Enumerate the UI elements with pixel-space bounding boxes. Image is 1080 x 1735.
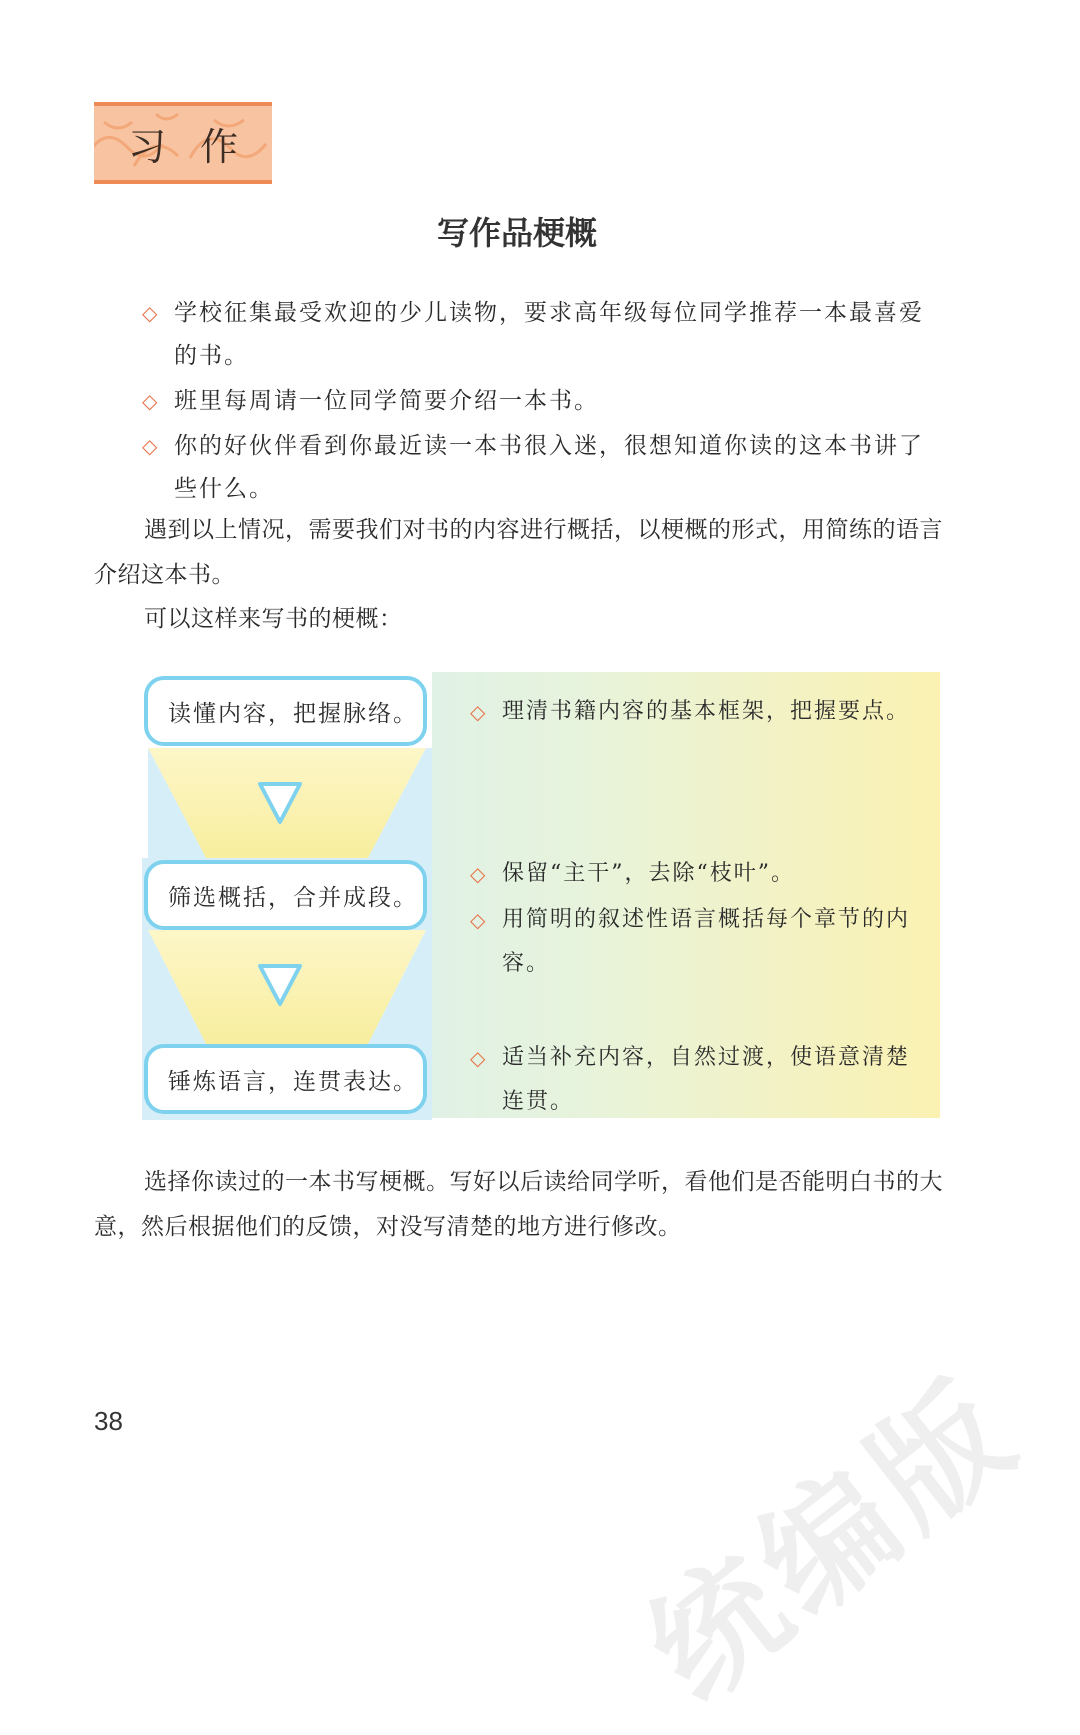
list-item-text: 班里每周请一位同学简要介绍一本书。 xyxy=(174,388,599,414)
tip-text: 保留“主干”，去除“枝叶”。 xyxy=(502,861,795,886)
list-item-text: 你的好伙伴看到你最近读一本书很入迷，很想知道你读的这本书讲了些什么。 xyxy=(174,433,924,502)
badge-label: 习作 xyxy=(128,124,272,169)
list-item-text: 学校征集最受欢迎的少儿读物，要求高年级每位同学推荐一本最喜爱的书。 xyxy=(174,300,924,369)
section-badge xyxy=(94,102,272,184)
tip-item xyxy=(470,898,930,986)
step-tips-3 xyxy=(470,1036,930,1126)
diamond-bullet-icon: ◇ xyxy=(470,862,488,886)
diamond-bullet-icon: ◇ xyxy=(142,434,160,458)
tip-text: 适当补充内容，自然过渡，使语意清楚连贯。 xyxy=(502,1045,911,1114)
page-number: 38 xyxy=(94,1406,123,1436)
list-item xyxy=(142,292,942,378)
diamond-bullet-icon: ◇ xyxy=(142,389,160,413)
tip-item xyxy=(470,690,930,734)
diamond-bullet-icon: ◇ xyxy=(470,908,488,932)
tip-item xyxy=(470,852,930,896)
diamond-bullet-icon: ◇ xyxy=(470,700,488,724)
diamond-bullet-icon: ◇ xyxy=(142,301,160,325)
step-tips-2 xyxy=(470,852,930,988)
intro-paragraph: 遇到以上情况，需要我们对书的内容进行概括，以梗概的形式，用简练的语言介绍这本书。 xyxy=(94,517,943,588)
list-item xyxy=(142,380,942,423)
step-box-2: 筛选概括，合并成段。 xyxy=(144,860,427,930)
step-box-1: 读懂内容，把握脉络。 xyxy=(144,676,427,746)
task-paragraph: 选择你读过的一本书写梗概。写好以后读给同学听，看他们是否能明白书的大意，然后根据他们的反馈，对没写清楚的地方进行修改。 xyxy=(94,1169,943,1240)
tip-text: 理清书籍内容的基本框架，把握要点。 xyxy=(502,699,911,724)
diamond-bullet-icon: ◇ xyxy=(470,1046,488,1070)
scenario-list xyxy=(142,292,942,513)
step-box-3: 锤炼语言，连贯表达。 xyxy=(144,1044,427,1114)
tip-text: 用简明的叙述性语言概括每个章节的内容。 xyxy=(502,907,911,976)
summary-steps-diagram xyxy=(142,672,942,1120)
page-title: 写作品梗概 xyxy=(436,214,597,252)
watermark: 统编版 xyxy=(620,1349,1046,1730)
step-tips-1 xyxy=(470,690,930,736)
tip-item xyxy=(470,1036,930,1124)
lead-paragraph: 可以这样来写书的梗概： xyxy=(144,606,403,632)
list-item xyxy=(142,425,942,511)
